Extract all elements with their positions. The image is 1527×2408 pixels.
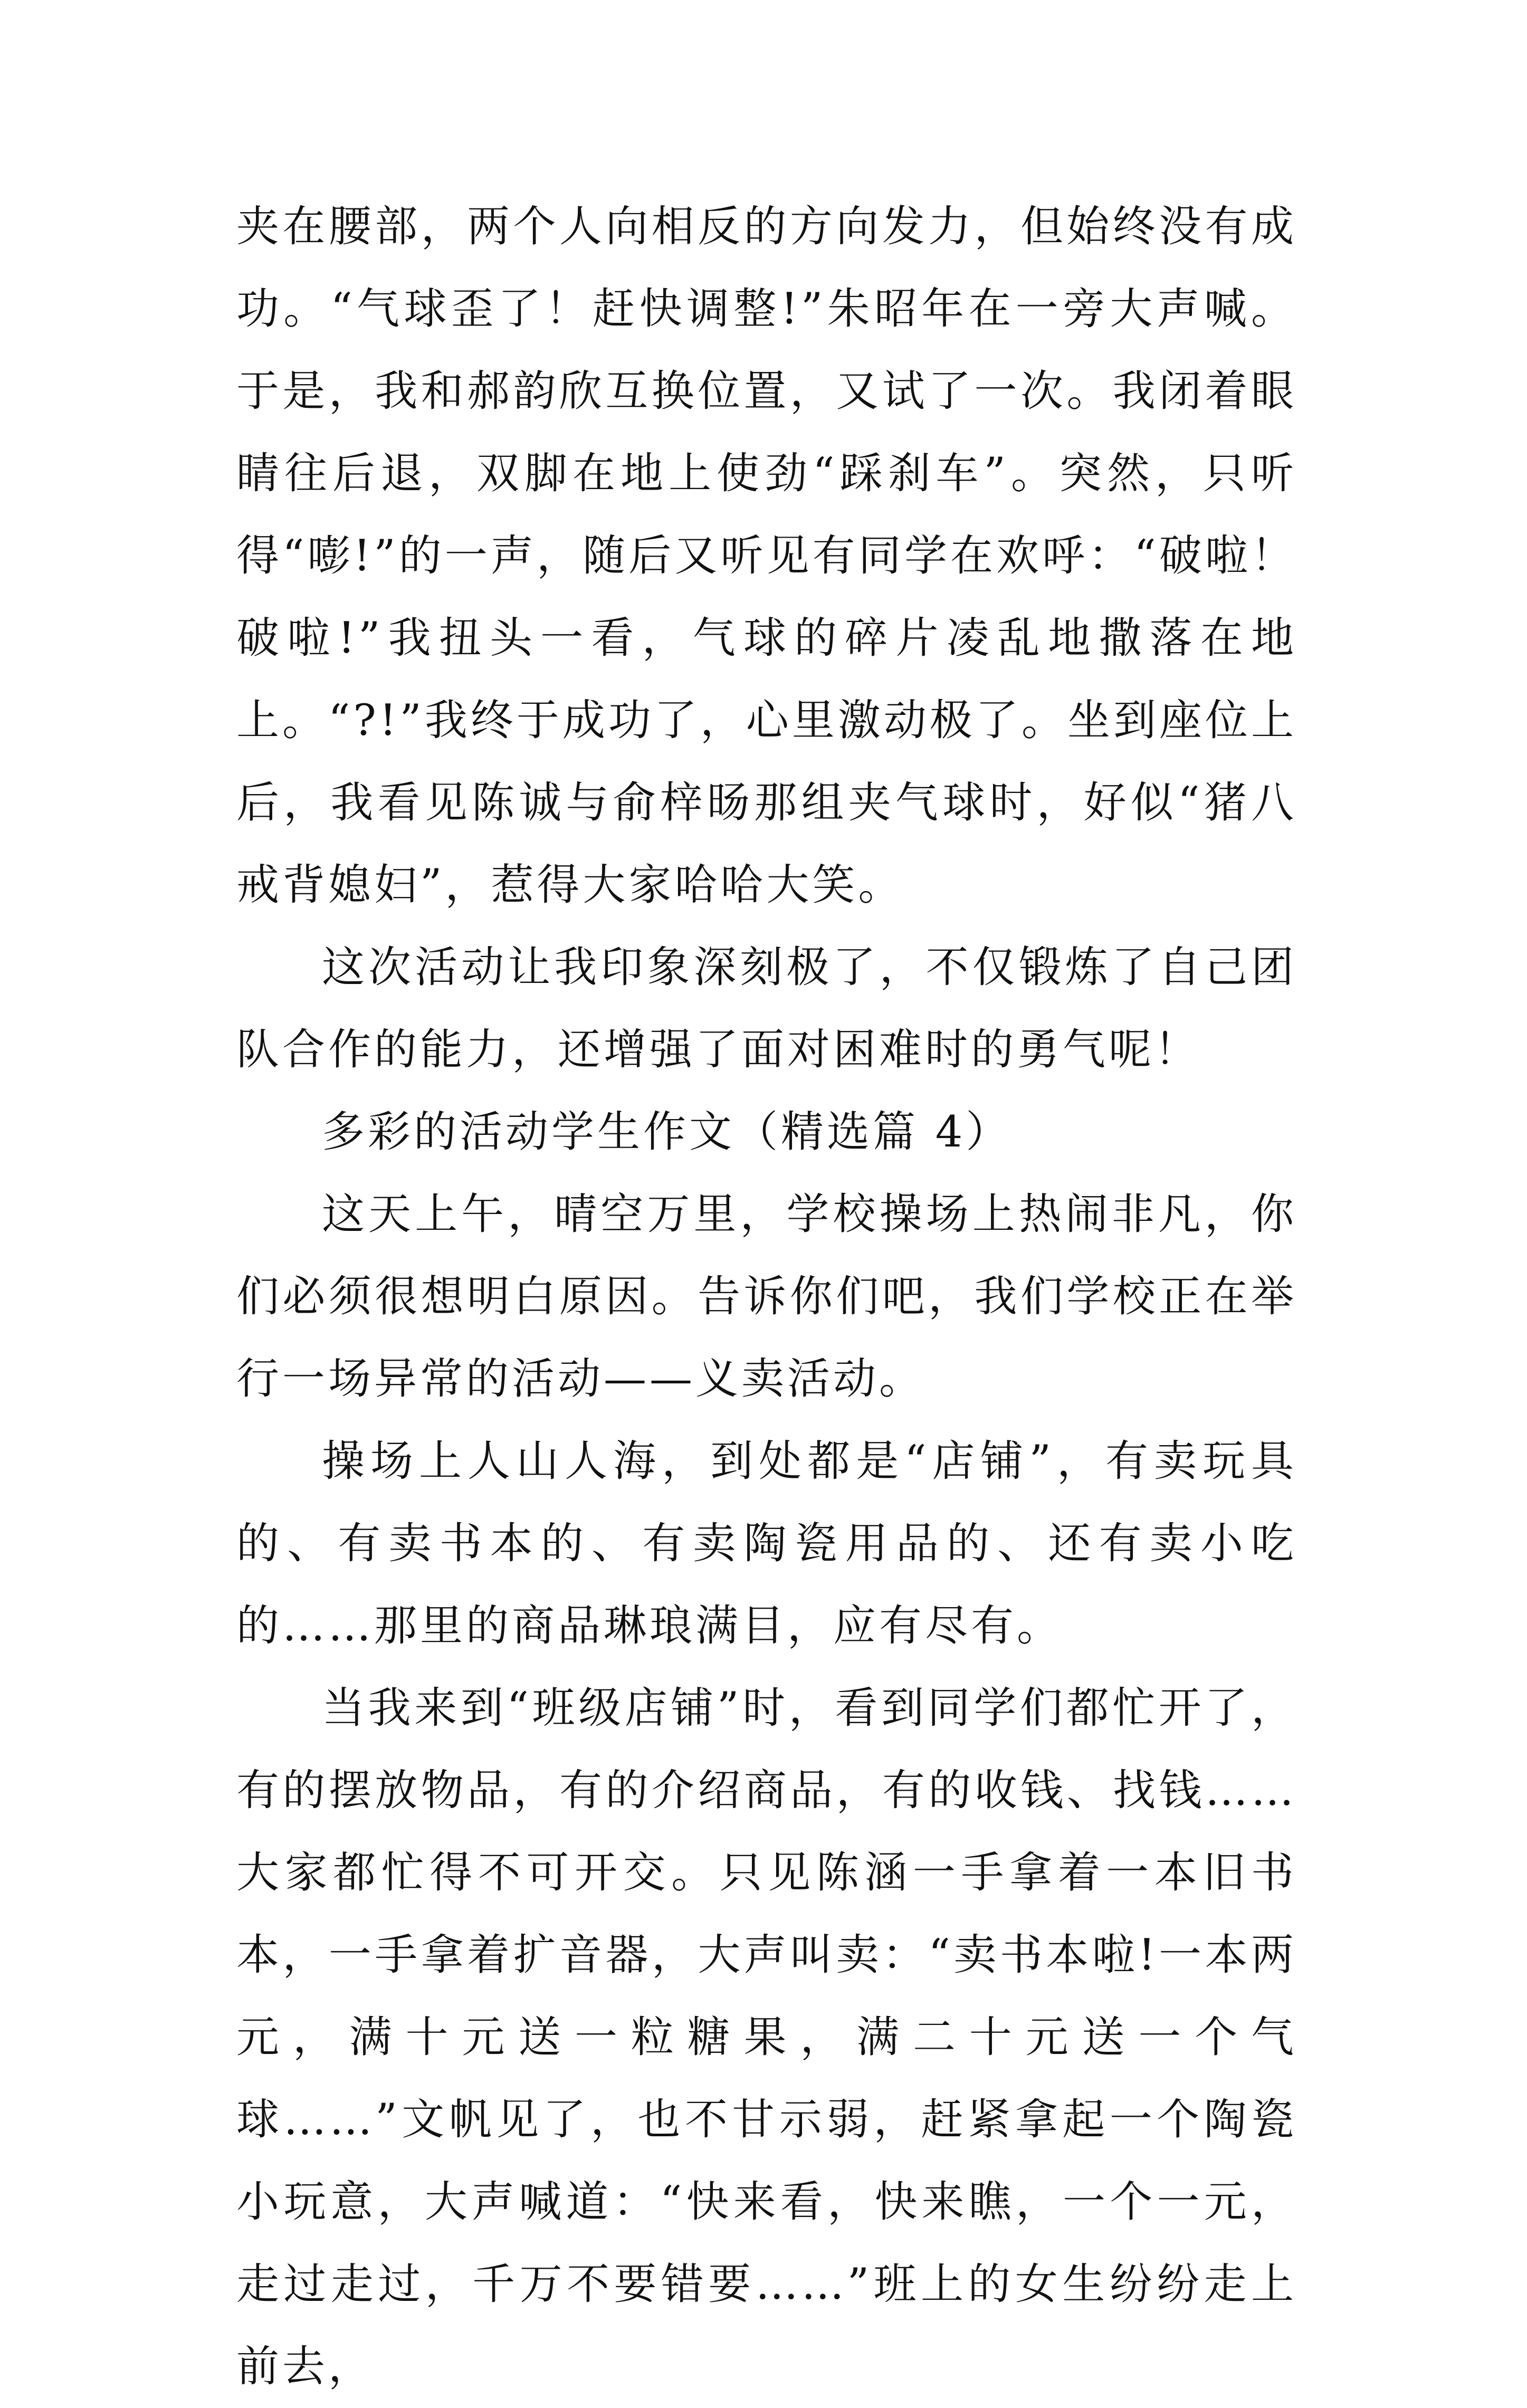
section-heading: 多彩的活动学生作文（精选篇 4）: [322, 1107, 1012, 1157]
paragraph: 操场上人山人海，到处都是“店铺”，有卖玩具的、有卖书本的、有卖陶瓷用品的、还有卖小吃的……那里的商品琳琅满目，应有尽有。: [236, 1437, 1297, 1651]
paragraph: 这天上午，晴空万里，学校操场上热闹非凡，你们必须很想明白原因。告诉你们吧，我们学校正在举行一场异常的活动——义卖活动。: [236, 1190, 1297, 1404]
paragraph: 这次活动让我印象深刻极了，不仅锻炼了自己团队合作的能力，还增强了面对困难时的勇气呢！: [236, 943, 1297, 1075]
paragraph-continued: 夹在腰部，两个人向相反的方向发力，但始终没有成功。“气球歪了！赶快调整!”朱昭年在一旁大声喊。于是，我和郝韵欣互换位置，又试了一次。我闭着眼睛往后退，双脚在地上使劲“踩刹车”。突然，只听得“嘭!”的一声，随后又听见有同学在欢呼：“破啦！破啦!”我扭头一看，气球的碎片凌乱地撒落在地上。“?!”我终于成功了，心里激动极了。坐到座位上后，我看见陈诚与俞梓旸那组夹气球时，好似“猪八戒背媳妇”，惹得大家哈哈大笑。: [236, 202, 1297, 910]
paragraph: 当我来到“班级店铺”时，看到同学们都忙开了，有的摆放物品，有的介绍商品，有的收钱、找钱……大家都忙得不可开交。只见陈涵一手拿着一本旧书本，一手拿着扩音器，大声叫卖：“卖书本啦!一本两元，满十元送一粒糖果，满二十元送一个气球……”文帆见了，也不甘示弱，赶紧拿起一个陶瓷小玩意，大声喊道：“快来看，快来瞧，一个一元，走过走过，千万不要错要……”班上的女生纷纷走上前去，: [236, 1684, 1297, 2392]
article-body: [236, 186, 1297, 2408]
